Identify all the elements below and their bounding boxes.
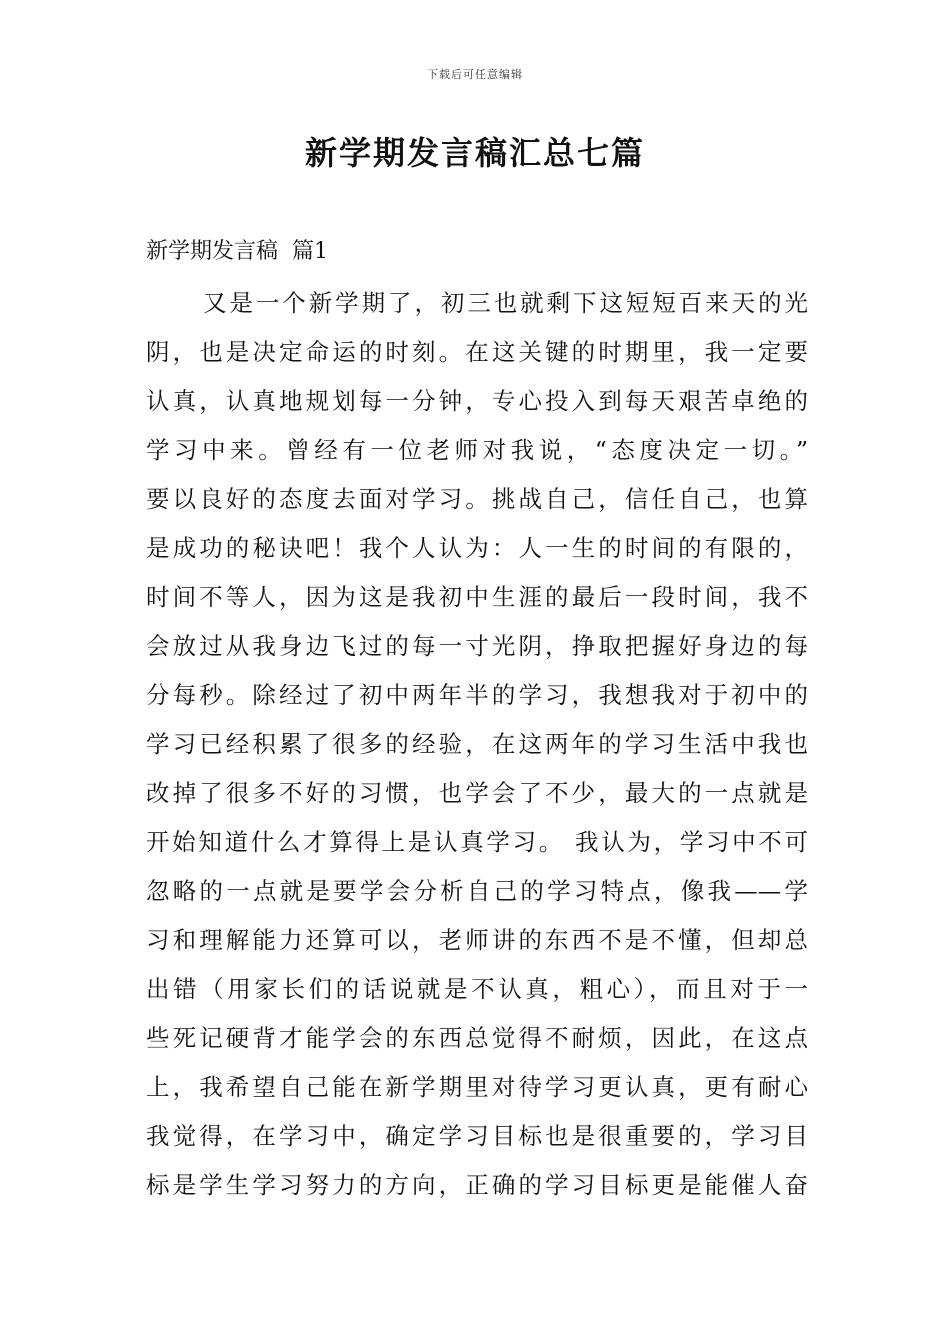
section-heading: 新学期发言稿 篇1 — [146, 239, 328, 264]
paragraph-line: 又是一个新学期了，初三也就剩下这短短百来天的光 — [203, 289, 808, 317]
paragraph-line: 改掉了很多不好的习惯，也学会了不少，最大的一点就是 — [146, 779, 808, 807]
paragraph-line: 上，我希望自己能在新学期里对待学习更认真，更有耐心 — [146, 1073, 808, 1101]
paragraph-line: 要以良好的态度去面对学习。挑战自己，信任自己，也算 — [146, 485, 808, 513]
paragraph-line: 分每秒。除经过了初中两年半的学习，我想我对于初中的 — [146, 681, 808, 709]
document-title: 新学期发言稿汇总七篇 — [304, 134, 645, 172]
paragraph-line: 忽略的一点就是要学会分析自己的学习特点，像我——学 — [146, 877, 808, 905]
paragraph-line: 学习中来。曾经有一位老师对我说，“态度决定一切。” — [146, 436, 808, 464]
paragraph-line: 时间不等人，因为这是我初中生涯的最后一段时间，我不 — [146, 583, 808, 611]
paragraph-line: 认真，认真地规划每一分钟，专心投入到每天艰苦卓绝的 — [146, 387, 808, 415]
paragraph-line: 是成功的秘诀吧！我个人认为：人一生的时间的有限的， — [146, 534, 808, 562]
paragraph-line: 习和理解能力还算可以，老师讲的东西不是不懂，但却总 — [146, 926, 808, 954]
paragraph-line: 标是学生学习努力的方向，正确的学习目标更是能催人奋 — [146, 1171, 808, 1199]
paragraph-line: 开始知道什么才算得上是认真学习。 我认为，学习中不可 — [146, 828, 808, 856]
paragraph-line: 些死记硬背才能学会的东西总觉得不耐烦，因此，在这点 — [146, 1024, 808, 1052]
paragraph-line: 出错（用家长们的话说就是不认真，粗心），而且对于一 — [146, 975, 808, 1003]
paragraph-line: 会放过从我身边飞过的每一寸光阴，挣取把握好身边的每 — [146, 632, 808, 660]
paragraph-line: 阴，也是决定命运的时刻。在这关键的时期里，我一定要 — [146, 338, 808, 366]
header-note: 下载后可任意编辑 — [427, 68, 523, 81]
body-paragraph — [146, 284, 808, 1215]
paragraph-line: 我觉得，在学习中，确定学习目标也是很重要的，学习目 — [146, 1122, 808, 1150]
paragraph-line: 学习已经积累了很多的经验，在这两年的学习生活中我也 — [146, 730, 808, 758]
